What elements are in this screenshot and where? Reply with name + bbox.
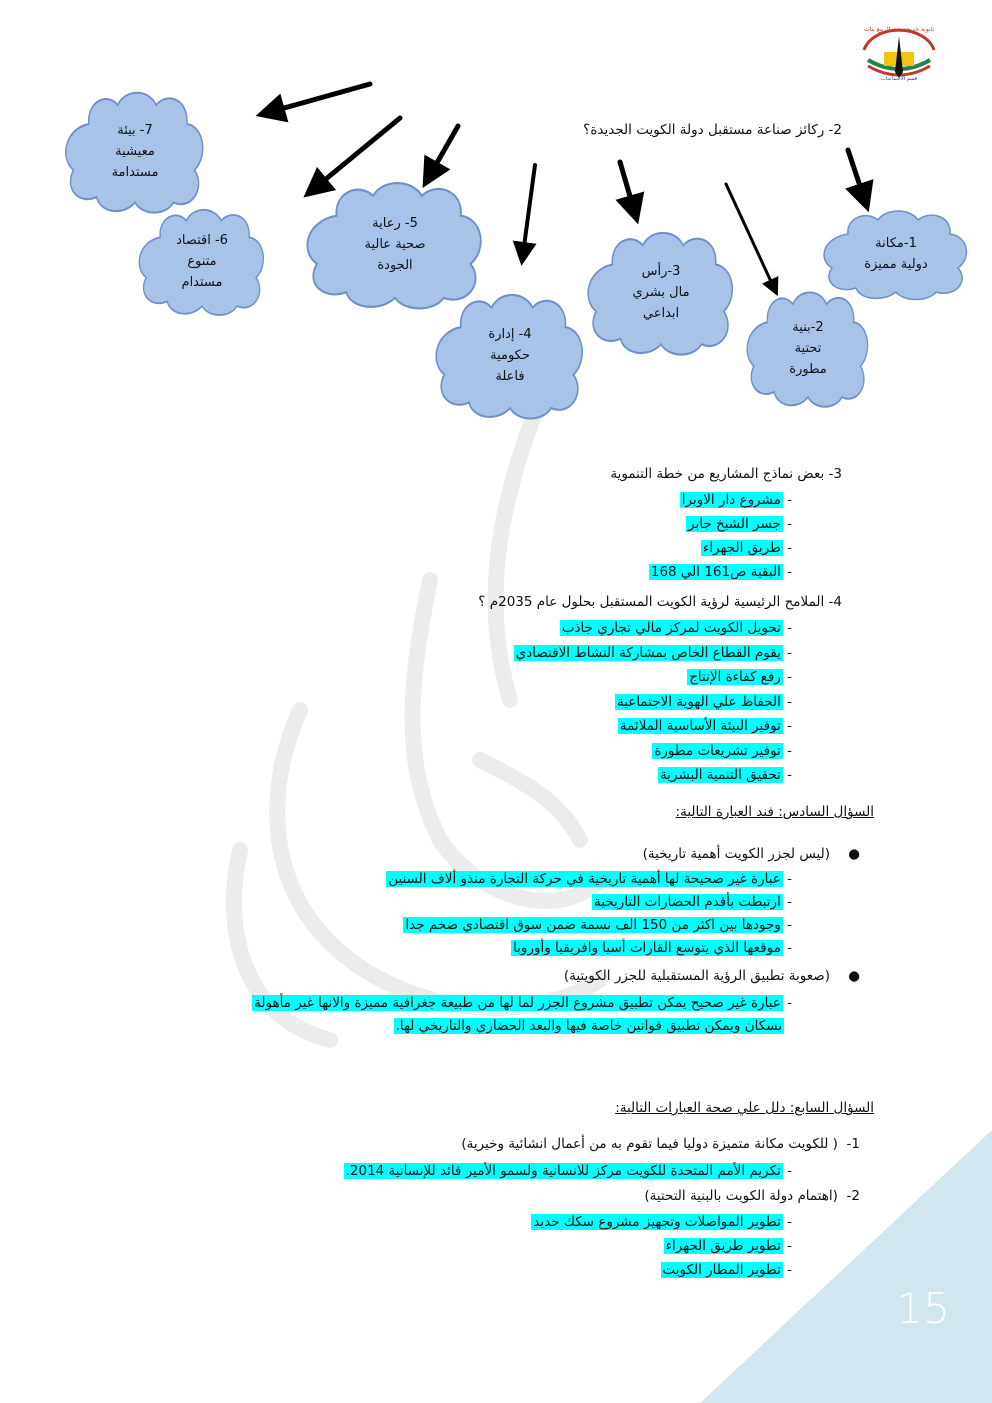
bullet-icon: ● (848, 846, 860, 862)
q6-statement-1: ● (ليس لجزر الكويت أهمية تاريخية) (642, 846, 860, 862)
question-3-title: 3- بعض نماذج المشاريع من خطة التنموية (610, 466, 842, 482)
list-item: - تطوير المواصلات وتجهيز مشروع سكك حديد (533, 1214, 792, 1230)
cloud-2-infrastructure: 2-بنية تحتية مطورة (742, 286, 874, 410)
list-item: - جسر الشيخ جابر (688, 516, 792, 532)
logo-text-bottom: قسم الاجتماعيات (881, 76, 917, 82)
list-item: - عبارة غير صحيحة لها أهمية تاريخية في حركة التجارة منذو ألاف السنين (388, 871, 792, 887)
question-2-title: 2- ركائز صناعة مستقبل دولة الكويت الجديدة؟ (583, 122, 842, 138)
cloud-6-economy: 6- اقتصاد متنوع مستدام (134, 204, 270, 318)
arrow-to-cloud-4 (523, 165, 535, 254)
q7-statement-1: 1- ( للكويت مكانة متميزة دوليا فيما تقوم به من أعمال انشائية وخيرية) (461, 1136, 860, 1152)
list-item: - تكريم الأمم المتحدة للكويت مركز للانسانية ولسمو الأمير قائد للإنسانية 2014. (345, 1163, 792, 1179)
list-item: - تطوير المطار الكويت (662, 1262, 792, 1278)
cloud-1-international-status: 1-مكانة دولية مميزة (818, 206, 974, 302)
list-item: - البقية ص161 الي 168 (650, 564, 792, 580)
cloud-3-human-capital: 3-رأس مال بشري ابداعي (582, 226, 740, 358)
q6-statement-2: ● (صعوبة تطبيق الرؤية المستقبلية للجزر الكويتية) (563, 968, 860, 984)
list-item: - وجودها بين اكثر من 150 الف نسمة ضمن سوق اقتصادي ضخم جدا (405, 917, 792, 933)
list-item: - عبارة غير صحيح يمكن تطبيق مشروع الجزر لما لها من طبيعة جغرافية مميزة والانها غير مأهولة (254, 995, 792, 1011)
arrow-to-cloud-3 (620, 162, 634, 210)
logo-text-top: ثانوية خديجة بنت الربيع بنات (863, 26, 935, 33)
question-7-heading: السؤال السابع: دلل علي صحة العبارات التالية: (615, 1100, 874, 1116)
bullet-icon: ● (848, 968, 860, 984)
arrow-to-cloud-5 (430, 126, 458, 175)
q7-statement-2: 2- (اهتمام دولة الكويت بالبنية التحتية) (644, 1188, 860, 1204)
list-item: - رفع كفاءة الإنتاج (689, 669, 792, 685)
arrow-to-cloud-7 (270, 84, 370, 112)
question-6-heading: السؤال السادس: فند العبارة التالية: (675, 804, 874, 820)
list-item: - ارتبطت بأقدم الحضارات التاريخية (594, 894, 792, 910)
list-item: - مشروع دار الاوبرا (681, 492, 792, 508)
list-item: - توفير تشريعات مطورة (654, 742, 792, 759)
list-item: - يقوم القطاع الخاص بمشاركة النشاط الاقتصادي (515, 644, 792, 661)
list-item: - موقعها الذي يتوسع القارات أسيا وافريقيا وأوروبا (513, 940, 792, 956)
list-item: - توفير البيئة الأساسية الملائمة (619, 718, 792, 734)
question-4-title: 4- الملامح الرئيسية لرؤية الكويت المستقبل بحلول عام 2035م ؟ (478, 594, 842, 610)
cloud-7-environment: 7- بيئة معيشية مستدامة (60, 86, 210, 216)
list-item-continuation: بسكان ويمكن تطبيق قوانين خاصة فيها والبعد الحضاري والتاريخي لها. (395, 1018, 782, 1034)
cloud-5-healthcare: 5- رعاية صحية عالية الجودة (300, 176, 490, 312)
page-number: 15 (896, 1284, 950, 1333)
cloud-4-government-admin: 4- إدارة حكومية فاعلة (430, 288, 590, 422)
list-item: - تطوير طريق الجهراء (665, 1238, 792, 1254)
list-item: - طريق الجهراء (702, 540, 792, 556)
list-item: - تحقيق التنمية البشرية (660, 767, 792, 783)
arrow-to-cloud-1 (848, 150, 864, 198)
list-item: - الحفاظ علي الهوية الاجتماعية (616, 693, 792, 710)
list-item: - تحويل الكويت لمركز مالي تجاري جاذب (561, 620, 792, 636)
